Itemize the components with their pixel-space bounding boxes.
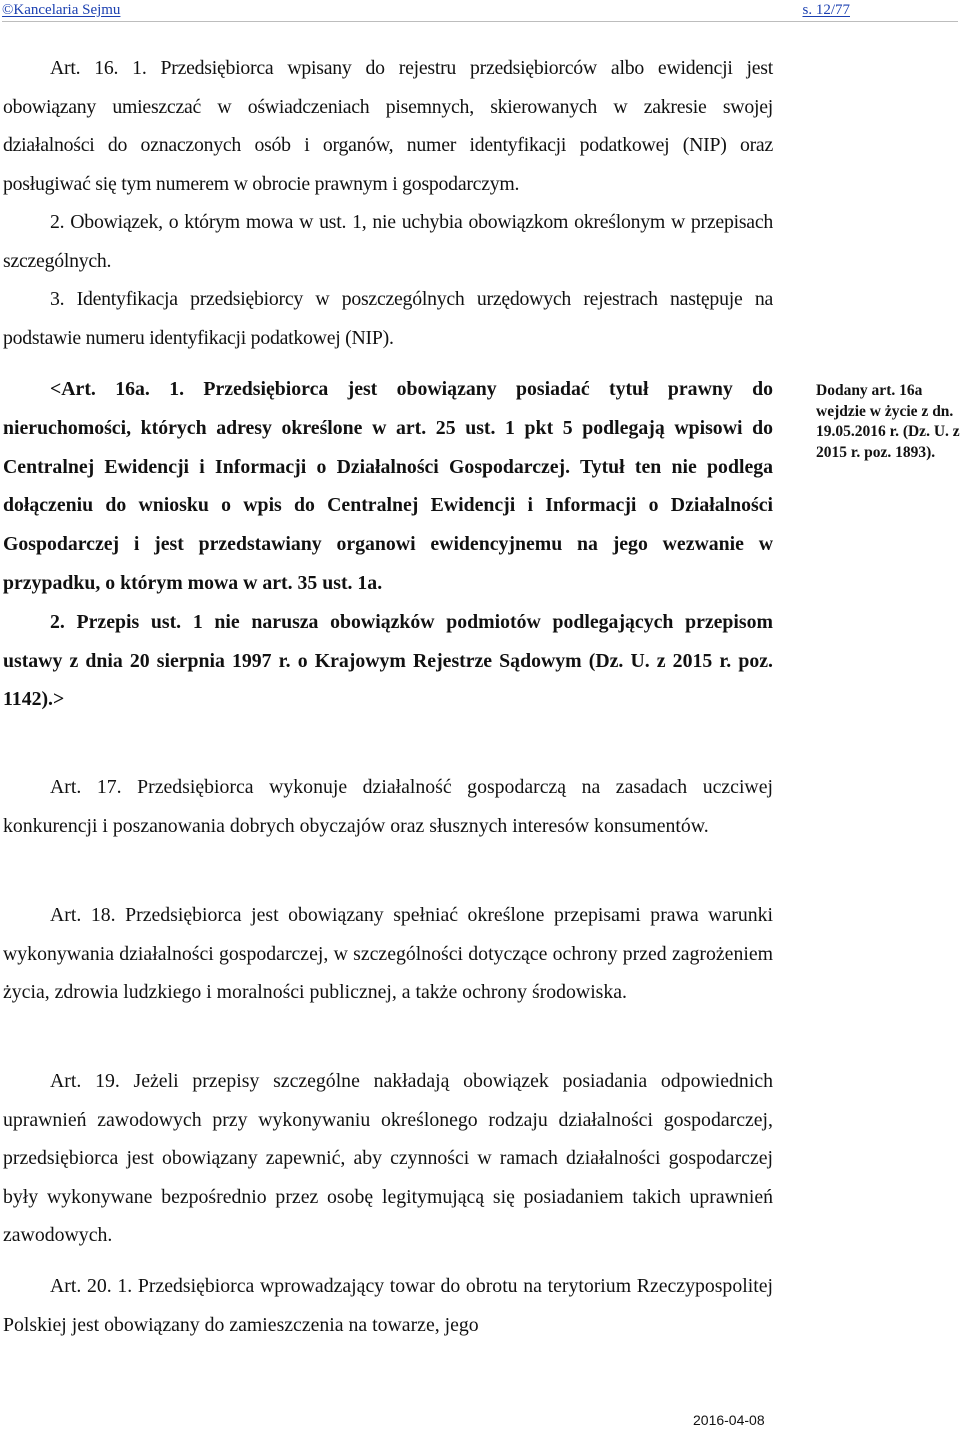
copyright-link[interactable]: ©Kancelaria Sejmu xyxy=(2,2,121,18)
article-19 xyxy=(3,1062,773,1255)
art17-para xyxy=(3,768,773,845)
article-16a xyxy=(3,370,773,719)
article-16 xyxy=(3,49,773,357)
header-copyright[interactable] xyxy=(2,0,120,20)
art20-lead: Art. 20. 1. xyxy=(50,1275,133,1297)
art16-lead: Art. 16. 1. xyxy=(50,57,147,79)
art18-text: Przedsiębiorca jest obowiązany spełniać określone przepisami prawa warunki wykonywania działalności gospodarczej, w szczególności dotyczące ochrony przed zagrożeniem życia, zdrowia ludzkiego i moralności publicznej, a także ochrony środowiska. xyxy=(3,904,773,1003)
art18-lead: Art. 18. xyxy=(50,904,116,926)
art16-para-1 xyxy=(3,49,773,203)
art16a-para-2: 2. Przepis ust. 1 nie narusza obowiązków podmiotów podlegających przepisom ustawy z dnia 20 sierpnia 1997 r. o Krajowym Rejestrze Sądowym (Dz. U. z 2015 r. poz. 1142).> xyxy=(3,610,773,711)
margin-note: Dodany art. 16a wejdzie w życie z dn. 19.05.2016 r. (Dz. U. z 2015 r. poz. 1893). xyxy=(816,382,960,461)
art20-text: Przedsiębiorca wprowadzający towar do obrotu na terytorium Rzeczypospolitej Polskiej jest obowiązany do zamieszczenia na towarze, jego xyxy=(3,1275,773,1336)
art20-para xyxy=(3,1267,773,1344)
article-20 xyxy=(3,1267,773,1344)
art17-text: Przedsiębiorca wykonuje działalność gospodarczą na zasadach uczciwej konkurencji i poszanowania dobrych obyczajów oraz słusznych interesów konsumentów. xyxy=(3,776,773,837)
art16-para-2: 2. Obowiązek, o którym mowa w ust. 1, nie uchybia obowiązkom określonym w przepisach szczególnych. xyxy=(3,211,773,272)
header-divider xyxy=(2,21,958,22)
article-18 xyxy=(3,896,773,1012)
article-17 xyxy=(3,768,773,845)
art19-para xyxy=(3,1062,773,1255)
footer-date: 2016-04-08 xyxy=(693,1412,765,1428)
art17-lead: Art. 17. xyxy=(50,776,122,798)
art16-para-3: 3. Identyfikacja przedsiębiorcy w poszczególnych urzędowych rejestrach następuje na podstawie numeru identyfikacji podatkowej (NIP). xyxy=(3,288,773,349)
art19-lead: Art. 19. xyxy=(50,1070,120,1092)
header-page-number[interactable] xyxy=(802,0,850,20)
art18-para xyxy=(3,896,773,1012)
art16-para-1-text: Przedsiębiorca wpisany do rejestru przedsiębiorców albo ewidencji jest obowiązany umieszczać w oświadczeniach pisemnych, skierowanych w zakresie swojej działalności do oznaczonych osób i organów, numer identyfikacji podatkowej (NIP) oraz posługiwać się tym numerem w obrocie prawnym i gospodarczym. xyxy=(3,57,773,195)
art19-text: Jeżeli przepisy szczególne nakładają obowiązek posiadania odpowiednich uprawnień zawodowych przy wykonywaniu określonego rodzaju działalności gospodarczej, przedsiębiorca jest obowiązany zapewnić, aby czynności w ramach działalności gospodarczej były wykonywane bezpośrednio przez osobę legitymującą się posiadaniem takich uprawnień zawodowych. xyxy=(3,1070,773,1246)
art16a-para-1: <Art. 16a. 1. Przedsiębiorca jest obowiązany posiadać tytuł prawny do nieruchomości, których adresy określone w art. 25 ust. 1 pkt 5 podlegają wpisowi do Centralnej Ewidencji i Informacji o Działalności Gospodarczej. Tytuł ten nie podlega dołączeniu do wniosku o wpis do Centralnej Ewidencji i Informacji o Działalności Gospodarczej i jest przedstawiany organowi ewidencyjnemu na jego wezwanie w przypadku, o którym mowa w art. 35 ust. 1a. xyxy=(3,378,773,594)
page-number-link[interactable]: s. 12/77 xyxy=(802,2,850,18)
